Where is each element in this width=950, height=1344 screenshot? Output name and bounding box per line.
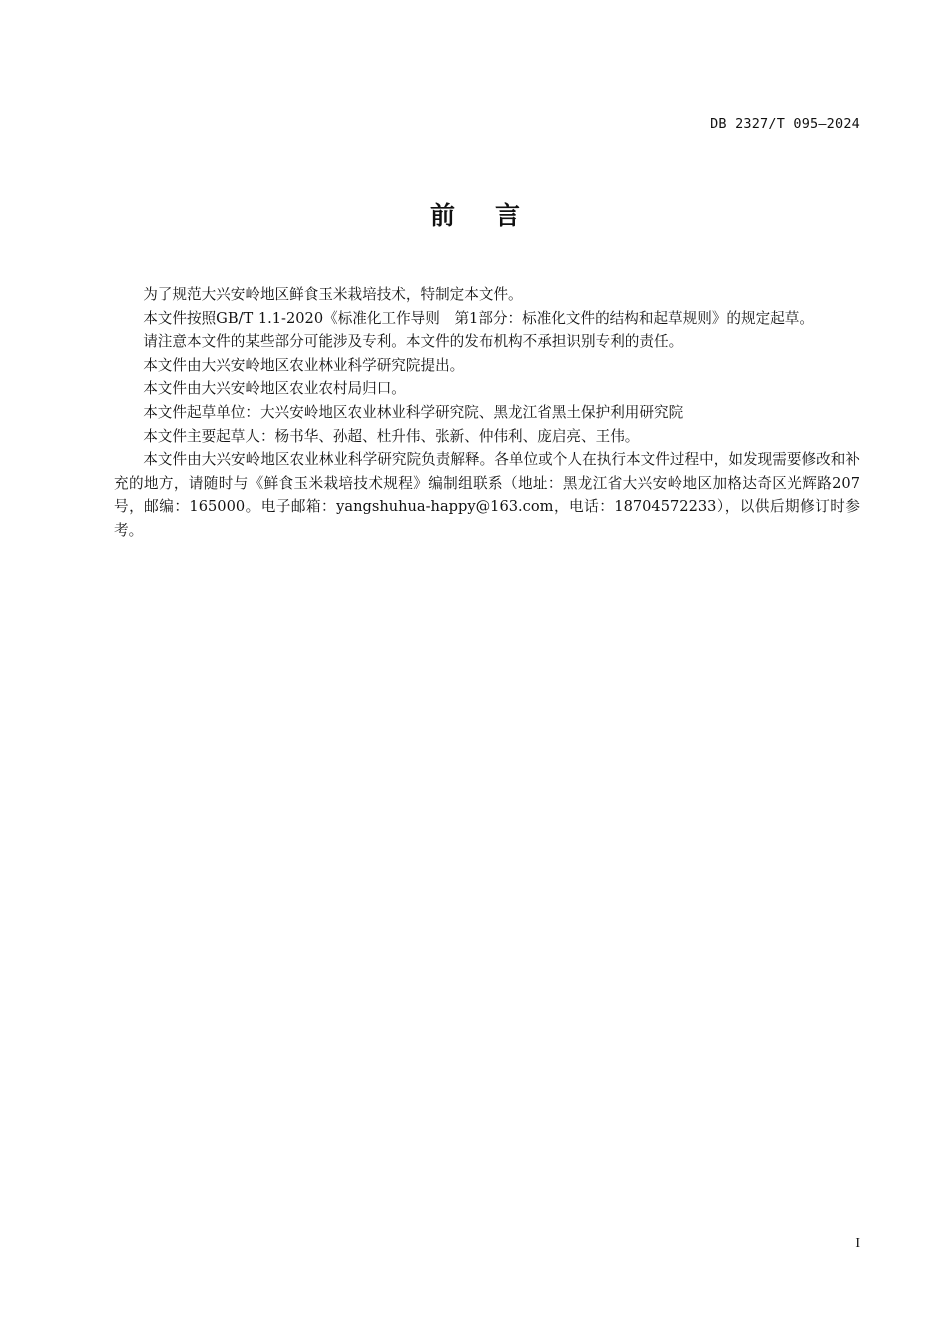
paragraph-purpose: 为了规范大兴安岭地区鲜食玉米栽培技术，特制定本文件。 — [143, 286, 523, 303]
paragraph-patent-notice: 请注意本文件的某些部分可能涉及专利。本文件的发布机构不承担识别专利的责任。 — [143, 333, 684, 351]
paragraph-administrator: 本文件由大兴安岭地区农业农村局归口。 — [143, 380, 406, 398]
foreword-body — [114, 283, 860, 543]
paragraph-interpretation-contact: 本文件由大兴安岭地区农业林业科学研究院负责解释。各单位或个人在执行本文件过程中，如发现需要修改和补充的地方，请随时与《鲜食玉米栽培技术规程》编制组联系（地址：黑龙江省大兴安岭地区加格达奇区光辉路207号，邮编：165000。电子邮箱：yangshuhua-happy@163.com，电话：18704572233），以供后期修订时参考。 — [114, 451, 860, 539]
paragraph-drafters: 本文件主要起草人：杨书华、孙超、杜升伟、张新、仲伟利、庞启亮、王伟。 — [143, 427, 640, 445]
paragraph-drafting-units: 本文件起草单位：大兴安岭地区农业林业科学研究院、黑龙江省黑土保护利用研究院 — [143, 403, 684, 421]
document-number: DB 2327/T 095—2024 — [710, 116, 860, 132]
page-number: I — [855, 1236, 860, 1251]
paragraph-drafting-rules: 本文件按照GB/T 1.1-2020《标准化工作导则 第1部分：标准化文件的结构和起草规则》的规定起草。 — [143, 309, 814, 327]
paragraph-proposer: 本文件由大兴安岭地区农业林业科学研究院提出。 — [143, 356, 465, 374]
page-title: 前言 — [429, 201, 560, 230]
